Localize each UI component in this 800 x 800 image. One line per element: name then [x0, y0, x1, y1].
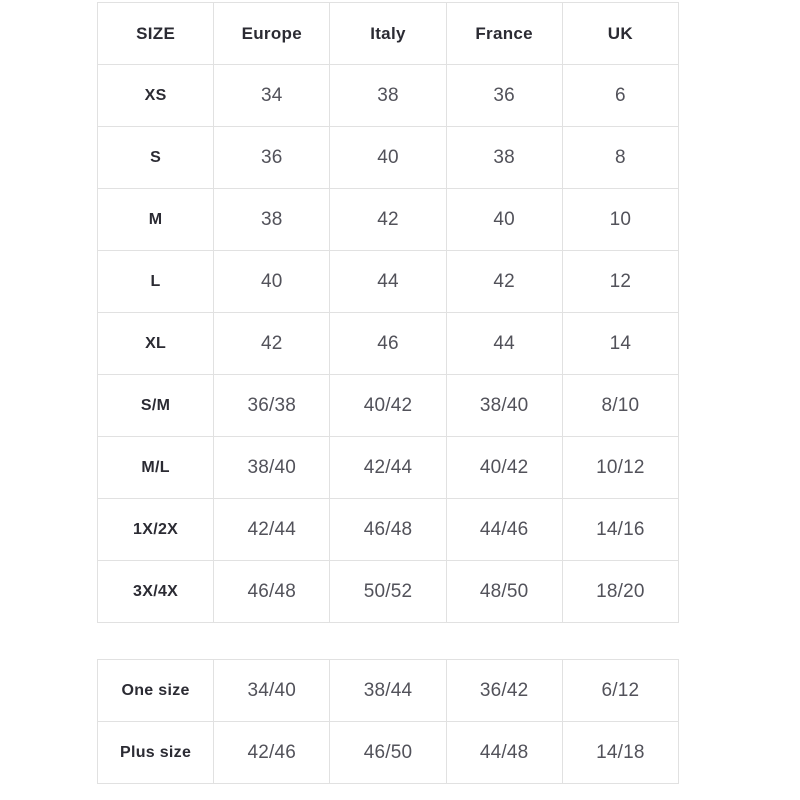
- size-value-cell: 34: [214, 65, 330, 127]
- size-value-cell: 46/48: [330, 499, 446, 561]
- size-value-cell: 50/52: [330, 561, 446, 623]
- table-row: [98, 65, 679, 127]
- size-value-cell: 46: [330, 313, 446, 375]
- size-table-body: [98, 65, 679, 623]
- table-row: [98, 313, 679, 375]
- size-value-cell: 10/12: [562, 437, 678, 499]
- column-header-europe: Europe: [214, 3, 330, 65]
- size-value-cell: 38: [446, 127, 562, 189]
- size-value-cell: 12: [562, 251, 678, 313]
- size-value-cell: 10: [562, 189, 678, 251]
- table-row: [98, 251, 679, 313]
- size-label-cell: XL: [98, 313, 214, 375]
- size-label-cell: 1X/2X: [98, 499, 214, 561]
- size-table-header: [98, 3, 679, 65]
- size-value-cell: 14: [562, 313, 678, 375]
- size-value-cell: 36: [214, 127, 330, 189]
- size-value-cell: 36/38: [214, 375, 330, 437]
- table-row: [98, 561, 679, 623]
- size-value-cell: 14/18: [562, 722, 678, 784]
- special-size-table-body: [98, 660, 679, 784]
- size-value-cell: 44/46: [446, 499, 562, 561]
- size-value-cell: 38/44: [330, 660, 446, 722]
- size-label-cell: 3X/4X: [98, 561, 214, 623]
- size-value-cell: 14/16: [562, 499, 678, 561]
- column-header-italy: Italy: [330, 3, 446, 65]
- size-value-cell: 38/40: [214, 437, 330, 499]
- size-value-cell: 40: [214, 251, 330, 313]
- size-value-cell: 44/48: [446, 722, 562, 784]
- table-row: [98, 189, 679, 251]
- size-label-cell: S/M: [98, 375, 214, 437]
- size-value-cell: 40: [330, 127, 446, 189]
- size-value-cell: 42/46: [214, 722, 330, 784]
- size-value-cell: 40/42: [330, 375, 446, 437]
- size-value-cell: 42: [330, 189, 446, 251]
- size-value-cell: 36/42: [446, 660, 562, 722]
- size-value-cell: 46/48: [214, 561, 330, 623]
- column-header-france: France: [446, 3, 562, 65]
- size-value-cell: 42: [214, 313, 330, 375]
- size-label-cell: Plus size: [98, 722, 214, 784]
- size-value-cell: 44: [446, 313, 562, 375]
- column-header-size: SIZE: [98, 3, 214, 65]
- table-row: [98, 660, 679, 722]
- table-row: [98, 499, 679, 561]
- size-label-cell: L: [98, 251, 214, 313]
- column-header-uk: UK: [562, 3, 678, 65]
- size-value-cell: 48/50: [446, 561, 562, 623]
- table-row: [98, 375, 679, 437]
- size-value-cell: 40/42: [446, 437, 562, 499]
- size-value-cell: 40: [446, 189, 562, 251]
- size-value-cell: 38/40: [446, 375, 562, 437]
- size-label-cell: M: [98, 189, 214, 251]
- size-conversion-table: [97, 2, 679, 623]
- size-value-cell: 46/50: [330, 722, 446, 784]
- size-value-cell: 44: [330, 251, 446, 313]
- size-label-cell: M/L: [98, 437, 214, 499]
- size-value-cell: 18/20: [562, 561, 678, 623]
- size-value-cell: 36: [446, 65, 562, 127]
- size-value-cell: 38: [330, 65, 446, 127]
- special-size-table: [97, 659, 679, 784]
- size-label-cell: S: [98, 127, 214, 189]
- table-row: [98, 722, 679, 784]
- header-row: [98, 3, 679, 65]
- size-value-cell: 38: [214, 189, 330, 251]
- size-value-cell: 42/44: [214, 499, 330, 561]
- size-value-cell: 8/10: [562, 375, 678, 437]
- size-value-cell: 34/40: [214, 660, 330, 722]
- size-value-cell: 42/44: [330, 437, 446, 499]
- size-value-cell: 6/12: [562, 660, 678, 722]
- size-label-cell: One size: [98, 660, 214, 722]
- table-row: [98, 127, 679, 189]
- size-value-cell: 6: [562, 65, 678, 127]
- size-value-cell: 42: [446, 251, 562, 313]
- size-value-cell: 8: [562, 127, 678, 189]
- table-row: [98, 437, 679, 499]
- size-label-cell: XS: [98, 65, 214, 127]
